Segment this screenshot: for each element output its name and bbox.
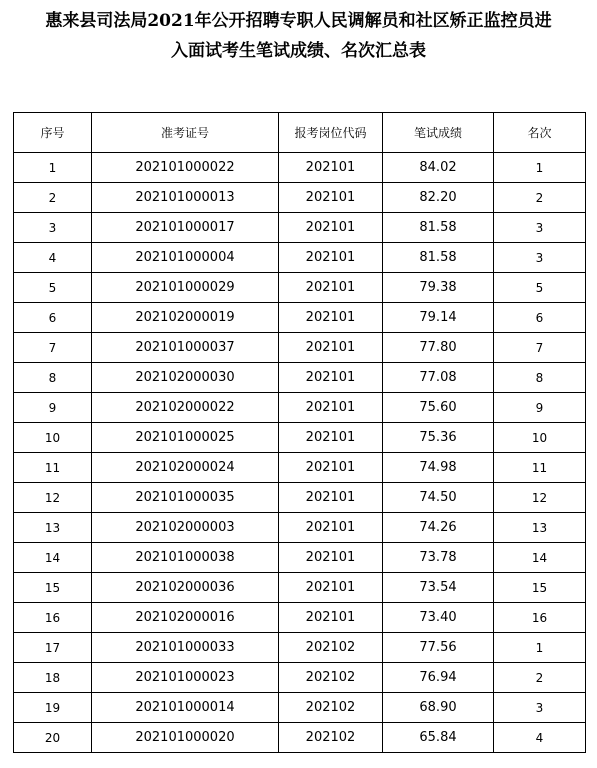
cell-serial: 14 — [14, 543, 92, 573]
cell-rank: 2 — [494, 183, 586, 213]
cell-rank: 10 — [494, 423, 586, 453]
cell-exam-number: 202101000004 — [92, 243, 279, 273]
cell-rank: 1 — [494, 633, 586, 663]
cell-serial: 16 — [14, 603, 92, 633]
cell-written-score: 73.54 — [383, 573, 494, 603]
table-row — [14, 513, 586, 543]
cell-written-score: 82.20 — [383, 183, 494, 213]
cell-rank: 13 — [494, 513, 586, 543]
cell-rank: 1 — [494, 153, 586, 183]
table-row — [14, 543, 586, 573]
cell-serial: 20 — [14, 723, 92, 753]
table-row — [14, 723, 586, 753]
table-row — [14, 603, 586, 633]
cell-written-score: 79.14 — [383, 303, 494, 333]
table-row — [14, 183, 586, 213]
cell-serial: 9 — [14, 393, 92, 423]
header-serial: 序号 — [14, 113, 92, 153]
cell-exam-number: 202101000023 — [92, 663, 279, 693]
table-row — [14, 243, 586, 273]
cell-written-score: 84.02 — [383, 153, 494, 183]
cell-written-score: 65.84 — [383, 723, 494, 753]
cell-position-code: 202102 — [279, 723, 383, 753]
cell-rank: 16 — [494, 603, 586, 633]
cell-exam-number: 202102000036 — [92, 573, 279, 603]
cell-rank: 3 — [494, 243, 586, 273]
cell-written-score: 77.80 — [383, 333, 494, 363]
document-title — [0, 6, 597, 66]
cell-position-code: 202101 — [279, 393, 383, 423]
cell-exam-number: 202101000013 — [92, 183, 279, 213]
cell-exam-number: 202101000014 — [92, 693, 279, 723]
cell-position-code: 202101 — [279, 303, 383, 333]
cell-written-score: 73.40 — [383, 603, 494, 633]
cell-exam-number: 202101000037 — [92, 333, 279, 363]
header-position-code: 报考岗位代码 — [279, 113, 383, 153]
table-row — [14, 153, 586, 183]
cell-written-score: 68.90 — [383, 693, 494, 723]
cell-position-code: 202102 — [279, 633, 383, 663]
cell-position-code: 202101 — [279, 213, 383, 243]
cell-serial: 1 — [14, 153, 92, 183]
cell-rank: 5 — [494, 273, 586, 303]
cell-serial: 17 — [14, 633, 92, 663]
cell-exam-number: 202101000033 — [92, 633, 279, 663]
cell-serial: 15 — [14, 573, 92, 603]
cell-position-code: 202101 — [279, 453, 383, 483]
cell-rank: 12 — [494, 483, 586, 513]
cell-written-score: 79.38 — [383, 273, 494, 303]
table-row — [14, 273, 586, 303]
cell-exam-number: 202102000003 — [92, 513, 279, 543]
cell-rank: 2 — [494, 663, 586, 693]
cell-exam-number: 202101000038 — [92, 543, 279, 573]
score-table — [13, 112, 586, 753]
cell-written-score: 75.60 — [383, 393, 494, 423]
cell-serial: 8 — [14, 363, 92, 393]
header-rank: 名次 — [494, 113, 586, 153]
cell-written-score: 77.56 — [383, 633, 494, 663]
cell-serial: 4 — [14, 243, 92, 273]
cell-serial: 18 — [14, 663, 92, 693]
cell-position-code: 202101 — [279, 153, 383, 183]
cell-serial: 13 — [14, 513, 92, 543]
cell-rank: 3 — [494, 693, 586, 723]
table-row — [14, 363, 586, 393]
cell-exam-number: 202102000022 — [92, 393, 279, 423]
cell-written-score: 76.94 — [383, 663, 494, 693]
table-row — [14, 213, 586, 243]
cell-rank: 4 — [494, 723, 586, 753]
cell-rank: 7 — [494, 333, 586, 363]
cell-written-score: 74.98 — [383, 453, 494, 483]
cell-exam-number: 202102000024 — [92, 453, 279, 483]
cell-rank: 11 — [494, 453, 586, 483]
header-exam-number: 准考证号 — [92, 113, 279, 153]
cell-exam-number: 202102000019 — [92, 303, 279, 333]
table-row — [14, 303, 586, 333]
cell-serial: 12 — [14, 483, 92, 513]
cell-exam-number: 202101000017 — [92, 213, 279, 243]
table-row — [14, 693, 586, 723]
cell-written-score: 75.36 — [383, 423, 494, 453]
cell-exam-number: 202101000025 — [92, 423, 279, 453]
cell-position-code: 202101 — [279, 423, 383, 453]
cell-serial: 5 — [14, 273, 92, 303]
cell-serial: 2 — [14, 183, 92, 213]
cell-rank: 9 — [494, 393, 586, 423]
table-row — [14, 633, 586, 663]
table-body — [14, 153, 586, 753]
table-row — [14, 423, 586, 453]
cell-exam-number: 202102000016 — [92, 603, 279, 633]
cell-position-code: 202101 — [279, 603, 383, 633]
cell-written-score: 74.50 — [383, 483, 494, 513]
cell-rank: 8 — [494, 363, 586, 393]
cell-written-score: 81.58 — [383, 243, 494, 273]
cell-written-score: 81.58 — [383, 213, 494, 243]
cell-serial: 7 — [14, 333, 92, 363]
cell-exam-number: 202101000022 — [92, 153, 279, 183]
cell-position-code: 202101 — [279, 333, 383, 363]
table-row — [14, 573, 586, 603]
cell-serial: 3 — [14, 213, 92, 243]
cell-serial: 19 — [14, 693, 92, 723]
cell-position-code: 202101 — [279, 363, 383, 393]
cell-exam-number: 202101000029 — [92, 273, 279, 303]
cell-position-code: 202101 — [279, 573, 383, 603]
cell-written-score: 74.26 — [383, 513, 494, 543]
cell-exam-number: 202102000030 — [92, 363, 279, 393]
cell-position-code: 202102 — [279, 663, 383, 693]
cell-exam-number: 202101000035 — [92, 483, 279, 513]
cell-position-code: 202101 — [279, 543, 383, 573]
cell-position-code: 202102 — [279, 693, 383, 723]
header-written-score: 笔试成绩 — [383, 113, 494, 153]
title-line-1: 惠来县司法局2021年公开招聘专职人民调解员和社区矫正监控员进 — [45, 11, 552, 31]
cell-rank: 6 — [494, 303, 586, 333]
table-row — [14, 483, 586, 513]
cell-rank: 3 — [494, 213, 586, 243]
cell-position-code: 202101 — [279, 183, 383, 213]
cell-position-code: 202101 — [279, 243, 383, 273]
table-header-row — [14, 113, 586, 153]
table-row — [14, 393, 586, 423]
cell-serial: 11 — [14, 453, 92, 483]
table-row — [14, 333, 586, 363]
cell-written-score: 73.78 — [383, 543, 494, 573]
cell-rank: 14 — [494, 543, 586, 573]
cell-position-code: 202101 — [279, 483, 383, 513]
cell-written-score: 77.08 — [383, 363, 494, 393]
cell-exam-number: 202101000020 — [92, 723, 279, 753]
cell-serial: 6 — [14, 303, 92, 333]
cell-position-code: 202101 — [279, 513, 383, 543]
table-row — [14, 663, 586, 693]
cell-serial: 10 — [14, 423, 92, 453]
title-line-2: 入面试考生笔试成绩、名次汇总表 — [171, 41, 426, 61]
cell-rank: 15 — [494, 573, 586, 603]
cell-position-code: 202101 — [279, 273, 383, 303]
table-row — [14, 453, 586, 483]
